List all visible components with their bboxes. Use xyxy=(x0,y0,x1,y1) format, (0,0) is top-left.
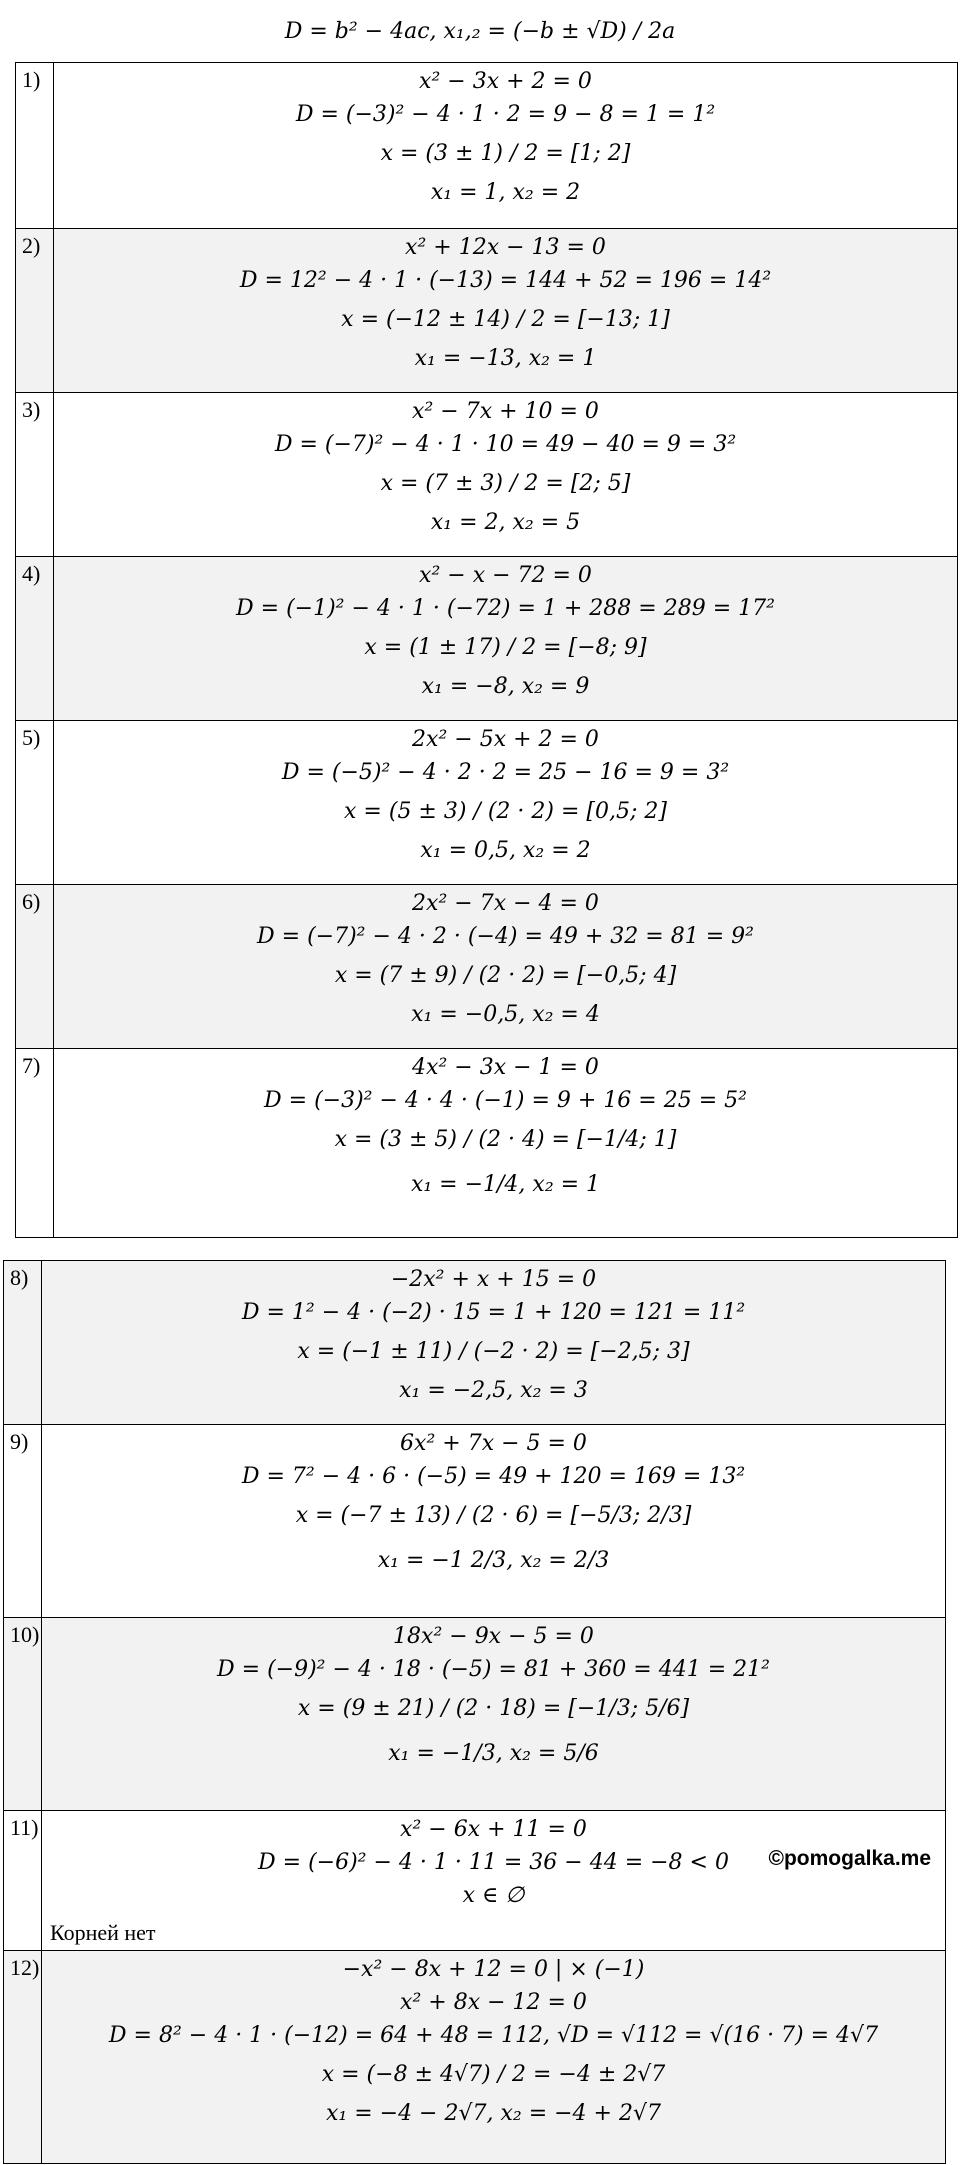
formula-header xyxy=(0,0,960,62)
equation-line: 6x² + 7x − 5 = 0 xyxy=(400,1431,587,1456)
solution-cell xyxy=(42,1618,946,1811)
solution-row xyxy=(16,63,958,229)
item-number: 6) xyxy=(16,885,54,1049)
no-roots-note: Корней нет xyxy=(50,1920,156,1945)
discriminant-line: D = (−3)² − 4 · 4 · (−1) = 9 + 16 = 25 = 5² xyxy=(264,1088,747,1113)
equation-line: 2x² − 5x + 2 = 0 xyxy=(412,727,599,752)
answer-line: x₁ = −0,5, x₂ = 4 xyxy=(411,1002,600,1027)
answer-line: x₁ = 2, x₂ = 5 xyxy=(430,510,581,535)
solution-row xyxy=(16,885,958,1049)
discriminant-formula: D = b² − 4ac, x₁,₂ = (−b ± √D) / 2a xyxy=(284,18,676,44)
solution-cell xyxy=(54,721,958,885)
equation-line: x² + 12x − 13 = 0 xyxy=(405,235,606,260)
item-number: 7) xyxy=(16,1049,54,1238)
solution-cell xyxy=(54,229,958,393)
roots-formula-line: x = (−8 ± 4√7) / 2 = −4 ± 2√7 xyxy=(321,2062,666,2087)
solution-row xyxy=(16,1049,958,1238)
solution-cell xyxy=(42,1811,946,1951)
item-number: 2) xyxy=(16,229,54,393)
solution-cell xyxy=(54,63,958,229)
item-number: 12) xyxy=(4,1951,42,2164)
roots-formula-line: x = (−1 ± 11) / (−2 · 2) = [−2,5; 3] xyxy=(297,1339,690,1364)
solutions-table-2 xyxy=(3,1260,946,2164)
answer-line: x₁ = −13, x₂ = 1 xyxy=(414,346,597,371)
equation-line: 2x² − 7x − 4 = 0 xyxy=(412,891,599,916)
solution-row xyxy=(4,1425,946,1618)
item-number: 9) xyxy=(4,1425,42,1618)
empty-set-line: x ∈ ∅ xyxy=(462,1883,525,1908)
roots-formula-line: x = (−7 ± 13) / (2 · 6) = [−5/3; 2/3] xyxy=(295,1503,692,1528)
answer-line: x₁ = −1/3, x₂ = 5/6 xyxy=(388,1741,599,1766)
equation-line: x² − x − 72 = 0 xyxy=(419,563,592,588)
solution-cell xyxy=(42,1951,946,2164)
equation-line: x² − 7x + 10 = 0 xyxy=(412,399,599,424)
solution-row xyxy=(16,229,958,393)
discriminant-line: D = (−1)² − 4 · 1 · (−72) = 1 + 288 = 289 = 17² xyxy=(236,596,775,621)
discriminant-line: D = (−6)² − 4 · 1 · 11 = 36 − 44 = −8 < 0 xyxy=(258,1850,729,1875)
answer-line: x₁ = −2,5, x₂ = 3 xyxy=(399,1378,588,1403)
answer-line: x₁ = −8, x₂ = 9 xyxy=(421,674,590,699)
solution-row xyxy=(16,393,958,557)
equation-line: −x² − 8x + 12 = 0 | × (−1) xyxy=(342,1957,645,1982)
roots-formula-line: x = (3 ± 5) / (2 · 4) = [−1/4; 1] xyxy=(334,1127,677,1152)
roots-formula-line: x = (9 ± 21) / (2 · 18) = [−1/3; 5/6] xyxy=(297,1696,690,1721)
roots-formula-line: x = (1 ± 17) / 2 = [−8; 9] xyxy=(364,635,647,660)
discriminant-line: D = 7² − 4 · 6 · (−5) = 49 + 120 = 169 = 13² xyxy=(241,1464,746,1489)
solution-cell xyxy=(54,557,958,721)
item-number: 10) xyxy=(4,1618,42,1811)
discriminant-line: D = (−3)² − 4 · 1 · 2 = 9 − 8 = 1 = 1² xyxy=(295,102,716,127)
solution-row xyxy=(16,557,958,721)
discriminant-line: D = (−5)² − 4 · 2 · 2 = 25 − 16 = 9 = 3² xyxy=(281,760,730,785)
solution-row xyxy=(4,1951,946,2164)
answer-line: x₁ = −1 2/3, x₂ = 2/3 xyxy=(377,1548,610,1573)
discriminant-line: D = 12² − 4 · 1 · (−13) = 144 + 52 = 196 = 14² xyxy=(239,268,772,293)
solution-row xyxy=(4,1811,946,1951)
answer-line: x₁ = −1/4, x₂ = 1 xyxy=(410,1172,601,1197)
roots-formula-line: x = (7 ± 3) / 2 = [2; 5] xyxy=(380,471,631,496)
equation-line: x² − 3x + 2 = 0 xyxy=(419,69,592,94)
equation-line: 4x² − 3x − 1 = 0 xyxy=(412,1055,599,1080)
solution-row xyxy=(4,1618,946,1811)
item-number: 5) xyxy=(16,721,54,885)
discriminant-line: D = (−9)² − 4 · 18 · (−5) = 81 + 360 = 441 = 21² xyxy=(217,1657,770,1682)
item-number: 1) xyxy=(16,63,54,229)
solution-cell xyxy=(54,393,958,557)
solution-cell xyxy=(54,1049,958,1238)
watermark-text: ©pomogalka.me xyxy=(768,1847,931,1870)
equation-line: −2x² + x + 15 = 0 xyxy=(390,1267,597,1292)
solutions-table-1 xyxy=(15,62,958,1238)
item-number: 11) xyxy=(4,1811,42,1951)
roots-formula-line: x = (5 ± 3) / (2 · 2) = [0,5; 2] xyxy=(344,799,667,824)
answer-line: x₁ = 0,5, x₂ = 2 xyxy=(420,838,591,863)
item-number: 8) xyxy=(4,1261,42,1425)
solution-cell xyxy=(42,1425,946,1618)
solution-cell xyxy=(42,1261,946,1425)
roots-formula-line: x = (3 ± 1) / 2 = [1; 2] xyxy=(380,141,631,166)
solution-cell xyxy=(54,885,958,1049)
discriminant-line: D = 8² − 4 · 1 · (−12) = 64 + 48 = 112, √D = √112 = √(16 · 7) = 4√7 xyxy=(108,2023,879,2048)
roots-formula-line: x = (−12 ± 14) / 2 = [−13; 1] xyxy=(341,307,670,332)
solution-row xyxy=(4,1261,946,1425)
normalized-equation-line: x² + 8x − 12 = 0 xyxy=(400,1990,587,2015)
solution-row xyxy=(16,721,958,885)
discriminant-line: D = (−7)² − 4 · 1 · 10 = 49 − 40 = 9 = 3² xyxy=(274,432,737,457)
equation-line: 18x² − 9x − 5 = 0 xyxy=(393,1624,594,1649)
item-number: 4) xyxy=(16,557,54,721)
equation-line: x² − 6x + 11 = 0 xyxy=(400,1817,587,1842)
discriminant-line: D = (−7)² − 4 · 2 · (−4) = 49 + 32 = 81 = 9² xyxy=(257,924,754,949)
item-number: 3) xyxy=(16,393,54,557)
answer-line: x₁ = −4 − 2√7, x₂ = −4 + 2√7 xyxy=(325,2101,661,2126)
discriminant-line: D = 1² − 4 · (−2) · 15 = 1 + 120 = 121 = 11² xyxy=(241,1300,746,1325)
roots-formula-line: x = (7 ± 9) / (2 · 2) = [−0,5; 4] xyxy=(334,963,677,988)
answer-line: x₁ = 1, x₂ = 2 xyxy=(430,180,581,205)
